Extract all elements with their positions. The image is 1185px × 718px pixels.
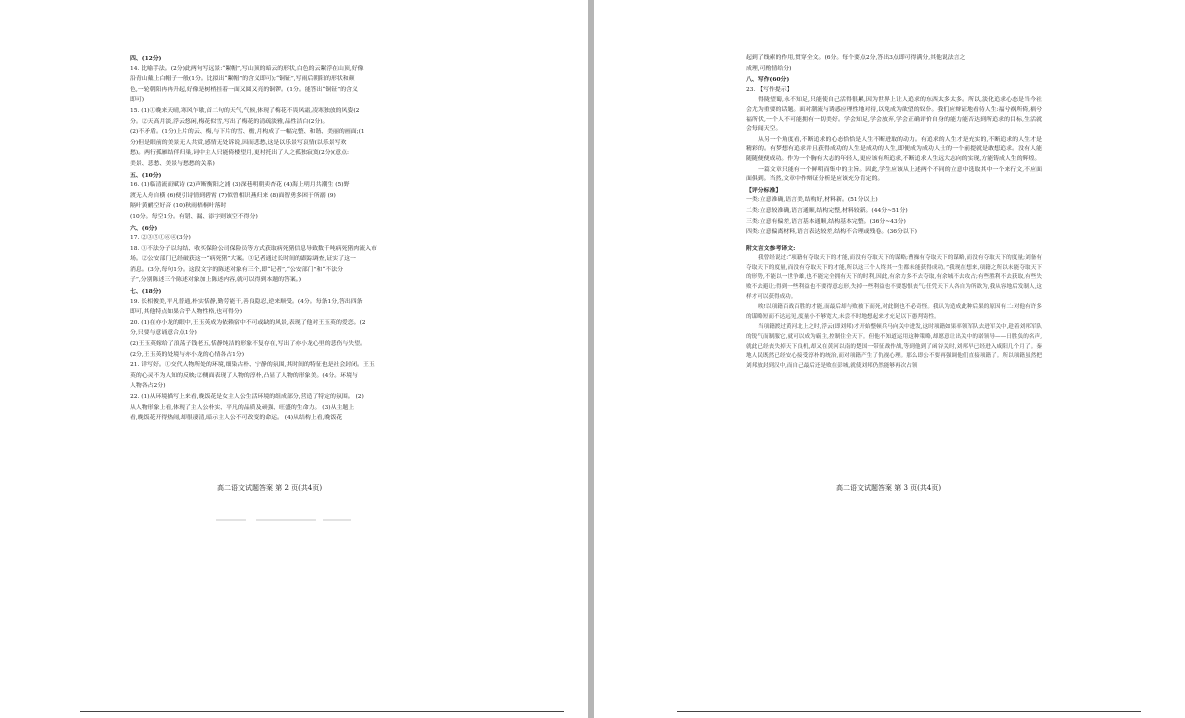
- text-line: 19. 长相俊美,平凡普通,朴实恬静,勤劳能干,善良隐忍,逆来顺受。(4分。每条1分,答出四条: [130, 298, 363, 305]
- text-line: 唉!以项籍百战百胜的才能,而最后却与败被下而死,对此倒也不必奇怪。我认为造成此种后果的原因有二:对他有许多的谋略短而不达远见,度量小不够宽大,未尝不时地想起来才充足以下愚判寄性。: [746, 304, 1042, 320]
- text-line: 18. ①不法分子以勾结、收买保险公司保险员等方式获取病死猪信息导致数千吨病死猪肉流入市: [130, 245, 377, 252]
- text-line: 分。②天高月淡,浮云悠闲,梅花似雪,写出了梅花的清疏淡雅,品性洁白(2分)。: [130, 118, 329, 125]
- text-line: (2分,王玉英的处境与亦小龙的心情各占1分): [130, 351, 245, 358]
- text-line: 17. ②③⑤①⑥④(3分): [130, 235, 191, 242]
- text-line: 附文言文参考译文:: [746, 244, 796, 252]
- text-line: 成理,可酌情给分): [746, 65, 792, 72]
- text-line: 色,一轮朝阳冉冉升起,好像是树梢挂着一面又圆又亮的铜锣。(1分。能答出“铜钲”的含义: [130, 86, 358, 93]
- faint-mark: [216, 519, 246, 521]
- text-line: 英的心灵不为人知的反映;②侧面表现了人物的淳朴,凸显了人物的形象美。(4分。环境与: [130, 372, 358, 379]
- text-line: 21. 详写好。①交代人物所处的环境,细染古朴、宁静的氛围,其时间的特征也是社会封闭。王玉: [130, 362, 375, 369]
- text-line: 消息。(3分,每句1分。这段文字的陈述对象有三个,即“记者”,“公安部门”和“不法分: [130, 266, 344, 273]
- text-line: 隔叶黄鹂空好音 (10)秋雨梧桐叶落时: [130, 203, 227, 210]
- text-line: 四类:立意偏离材料,语言表达较差,结构不合理或残卷。(36分以下): [746, 229, 917, 236]
- text-line: 八、写作(60分): [746, 76, 790, 84]
- text-line: 从另一个角度看,不断追求的心态恰恰是人生不断进取的动力。有追求的人生才是充实的,不断追求的人生才是精彩的。有梦想有追求并且获得成功的人生是成功的人生,即便成为成功人士的一个前提就是敢想追求。没有人能随随便便成功。作为一个胸有大志的年轻人,更应该有所追求,不断追求人生远大志向的实现,方能铸成人生的辉煌。: [746, 136, 1042, 162]
- text-line: 即可,其他特点如果合乎人物性格,也可得分): [130, 309, 243, 316]
- page-3: [594, 0, 1185, 718]
- faint-mark: [323, 519, 351, 521]
- text-line: 一类:立意准确,语言美,结构好,材料新。(51分以上): [746, 197, 878, 204]
- page-bottom-rule: [80, 711, 564, 712]
- text-line: 二类:立意较准确,语言通顺,结构完整,材料较新。(44分~51分): [746, 207, 908, 214]
- left-page-text: [130, 54, 426, 424]
- text-line: 沿青山戴上白帽子一般(1分。比拟出“絮帽”的含义即可);“铜钲”,写雨后朝阳的形状和颜: [130, 76, 355, 83]
- text-line: (10分。每空1分。有错、漏、添字则该空不得分): [130, 213, 258, 220]
- text-line: 【评分标准】: [746, 186, 782, 194]
- text-line: 从人物形象上看,体现了主人公朴实、平凡的品质及顽强、旺盛的生命力。 (3)从主题上: [130, 404, 355, 411]
- text-line: 23. 【写作提示】: [746, 86, 793, 93]
- text-line: 16. (1)临清流而赋诗 (2)声断衡阳之浦 (3)深巷明朝卖杏花 (4)海上明月共潮生 (5)野: [130, 182, 350, 189]
- text-line: 渡无人舟自横 (6)便引诗情到碧霄 (7)似曾相识燕归来 (8)面智勇多困于所溺 (9): [130, 192, 336, 199]
- text-line: 六、(6分): [130, 224, 158, 232]
- text-line: 人物各占2分): [130, 383, 166, 390]
- text-line: 场。②公安部门已经破获这一“病死猪”大案。③记者通过长时间的跟踪调查,证实了这一: [130, 256, 356, 263]
- text-line: 子”,分别陈述三个陈述对象加上陈述内容,就可以得到本题的答案。): [130, 277, 302, 284]
- text-line: 我曾经说过:“项籍有夺取天下的才能,而没有夺取天下的谋略;曹操有夺取天下的谋略,而没有夺取天下的度量;刘备有夺取天下的度量,而没有夺取天下的才能,所以这三个人终其一生都未能获得成功。”我现在想来,项籍之所以未能夺取天下的形势,不能以一世争雄,也不能完全拥有天下的时利,因此,有余力多不去夺取,有余城不去攻占;有些胜利不去获取,有些失败不去避让;得到一些利益也不要得意忘形,失掉一些利益也不要怨恨丧气;任凭天下人各自为所欲为,我从容地后发制人,这样才可以获得成功。: [746, 255, 1042, 300]
- text-line: 一篇文章只能有一个鲜明而集中的主旨。因此,学生应该从上述两个不同的立意中选取其中一个来行文,不应面面俱到。当然,文章中作辩证分析是应该充分肯定的。: [746, 166, 1042, 183]
- text-line: 看,晚饭花开得热闹,却很凄清,暗示主人公不可改变的命运。 (4)从结构上看,晚饭花: [130, 415, 343, 422]
- text-line: 愁)。两行孤雁结伴归巢,词中主人只能倚楼望月,更衬托出了人之孤独寂寞(2分)(意点:: [130, 150, 349, 157]
- text-line: 美景、悲愁、美景与愁愁的关系): [130, 160, 215, 167]
- text-line: (2)王玉英嫁给了浪荡子钱老五,恬静纯洁的形象不复存在,写出了亦小龙心里的悲伤与失望。: [130, 341, 366, 348]
- text-line: 得陇望蜀,永不知足,只能使自己活得很累,因为世界上让人追求的东西太多太多。所以,淡化追求心态是当今社会尤为重要的话题。面对潮流与诱惑应理性地对待,以免成为欲望的奴仆。我们应辩证地看待人生:福兮祸所倚,祸兮福所伏,一个人不可能拥有一切美好。学会知足,学会放弃,学会正确评价自身的能力能否达到所追求的目标,生活就会每闻天空。: [746, 97, 1042, 133]
- text-line: 分,只要与意诵意合点1分): [130, 330, 197, 337]
- text-line: (2)不矛盾。(1分)上片的云、梅,与下片的雪、檐,月构成了一幅完整、和谐、美丽的画面;(1: [130, 129, 365, 136]
- text-line: 七、(18分): [130, 288, 162, 296]
- text-line: 即可): [130, 97, 145, 104]
- text-line: 三类:立意有偏差,语言基本通顺,结构基本完整。(36分~43分): [746, 218, 906, 225]
- text-line: 15. (1)①晚来天晴,寒风乍歇,首二句的天气,气候,体现了梅花不畏风霜,凌寒独放的风姿(2: [130, 107, 360, 114]
- page-2: [0, 0, 588, 718]
- right-page-text: [746, 54, 1042, 371]
- text-line: 14. 比喻手法。(2分)此两句写远景:“絮帽”,写山顶的暗云的形状,白色的云絮浮在山顶,好像: [130, 65, 364, 72]
- text-line: 五、(10分): [130, 171, 162, 179]
- text-line: 20. (1)在亦小龙的眼中,王玉英成为依赖宿中不可或缺的风景,表现了他对王玉英的爱恋。(2: [130, 319, 366, 326]
- page-bottom-rule: [677, 711, 1141, 712]
- text-line: 分)但是眼前的美景无人共赏,感情无处诉说,因而悲愁,这是以乐景写哀情(以乐景写欢: [130, 139, 347, 146]
- text-line: 起到了线索的作用,贯穿全文。(6分。每个要点2分,答出3点即可得满分,其他说法言之: [746, 55, 966, 61]
- text-line: 四、(12分): [130, 55, 162, 62]
- faint-mark: [256, 519, 316, 521]
- page-3-footer: 高二语文试题答案 第 3 页(共4页): [836, 484, 942, 492]
- text-line: 22. (1)从环境描写上来看,晚饭花是女主人公生活环境的组成部分,营造了特定的氛围。 (2): [130, 394, 364, 400]
- page-2-footer: 高二语文试题答案 第 2 页(共4页): [217, 484, 323, 492]
- text-line: 当项籍渡过黄河北上之时,浮云(即刘邦)才开始整顿兵马向关中进发,这时项籍如果率领军队去进军关中,趁着刘邦军队的锐气而制服它,就可以成为霸主,控制住全天下。但他不知道运用这种策略,却愿意让出关中的诺领导——日胜负的名声,就此已经丧失掉天下良机,却又在黄河以南的楚国一带征战作战,等到他到了函谷关时,刘邦早已经进入咸阳几个月了。秦地人民既然已经安心接受淳朴的统治,而对项籍产生了仇视心理。那么即公不要再强调他们直接项籍了。所以项籍虽然把刘邦放封到汉中,而自己最后还是败在彭城,就使刘邦仍然能够再次占领: [746, 324, 1042, 369]
